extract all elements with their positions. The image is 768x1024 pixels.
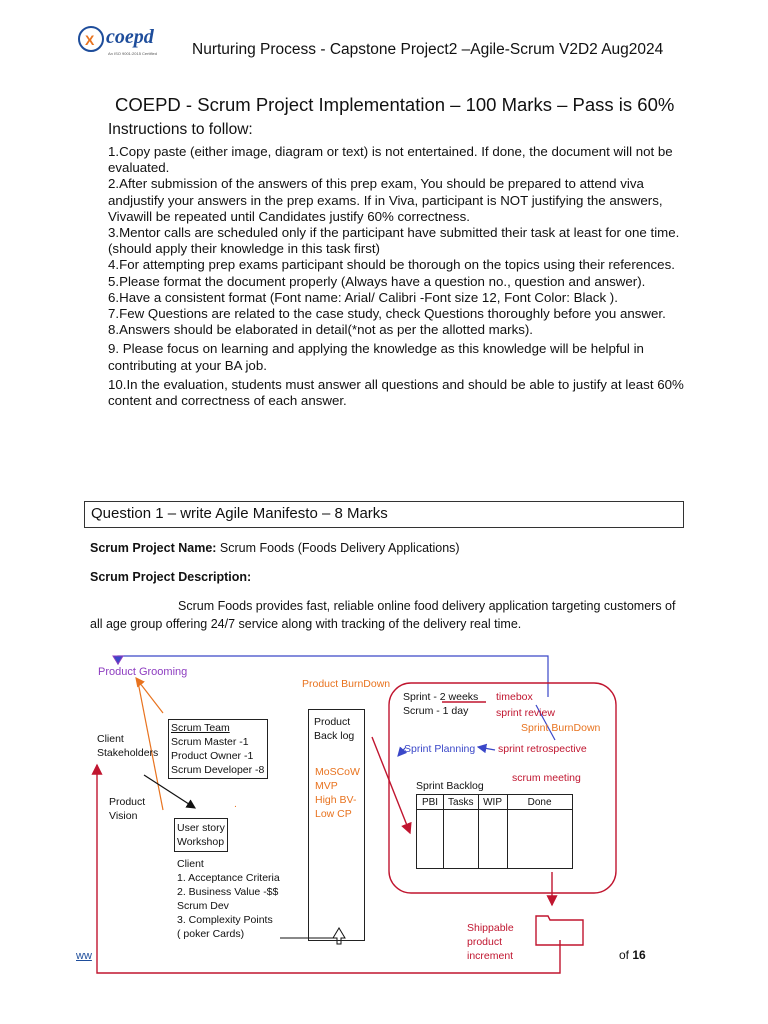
product-burndown-label: Product BurnDown	[302, 678, 391, 690]
logo-text: coepd	[106, 26, 154, 48]
sprint-review-label: sprint review	[496, 707, 555, 719]
table-cell	[507, 810, 572, 869]
prioritization-item: MVP	[315, 780, 338, 792]
shippable-label: Shippable	[467, 922, 514, 934]
table-cell	[478, 810, 507, 869]
product-backlog-box	[308, 709, 365, 941]
scrum-duration: Scrum - 1 day	[403, 705, 469, 717]
instructions-list	[108, 144, 698, 409]
page-count	[619, 948, 646, 962]
table-row	[417, 795, 573, 810]
prioritization-item: MoSCoW	[315, 766, 360, 778]
scrum-meeting-label: scrum meeting	[512, 772, 581, 784]
instruction-item: 7.Few Questions are related to the case study, check Questions thoroughly before you answer.	[108, 306, 666, 322]
product-backlog-label-2: Back log	[314, 730, 355, 742]
prioritization-item: Low CP	[315, 808, 352, 820]
product-vision-label-2: Vision	[109, 810, 138, 822]
client-list-item: 1. Acceptance Criteria	[177, 872, 280, 884]
table-cell	[417, 810, 444, 869]
scrum-team-member: Scrum Master -1	[171, 736, 249, 748]
question-1-text: Question 1 – write Agile Manifesto – 8 Marks	[91, 505, 388, 522]
project-description: Scrum Foods provides fast, reliable online food delivery application targeting customers of all age group offering 24/7 service along with tracking of the delivery real time.	[90, 599, 676, 631]
instructions-heading: Instructions to follow:	[108, 121, 253, 138]
client-list-item: Client	[177, 858, 204, 870]
logo-subtext: An ISO 9001:2015 Certified	[108, 51, 157, 56]
instruction-item: 1.Copy paste (either image, diagram or text) is not entertained. If done, the document will not be evaluated.	[108, 144, 673, 176]
sprint-retrospective-label: sprint retrospective	[498, 743, 587, 755]
table-header-cell: Tasks	[444, 795, 479, 810]
scrum-team-member: Scrum Developer -8	[171, 764, 265, 776]
table-header-cell: Done	[507, 795, 572, 810]
sprint-duration: Sprint - 2 weeks	[403, 691, 479, 703]
user-story-workshop-box	[174, 818, 228, 852]
project-name-label: Scrum Project Name:	[90, 541, 217, 555]
sprint-burndown-label: Sprint BurnDown	[521, 722, 601, 734]
workshop-label: Workshop	[177, 836, 225, 848]
client-label: Client	[97, 733, 124, 745]
sprint-backlog-table	[416, 794, 573, 869]
table-cell	[444, 810, 479, 869]
instruction-item: 9. Please focus on learning and applying the knowledge as this knowledge will be helpful in contributing at your BA job.	[108, 341, 644, 373]
header-title: Nurturing Process - Capstone Project2 –Agile-Scrum V2D2 Aug2024	[192, 41, 664, 58]
instruction-item: 8.Answers should be elaborated in detail(*not as per the allotted marks).	[108, 322, 534, 338]
instruction-item: (should apply their knowledge in this task first)	[108, 241, 380, 257]
prioritization-item: High BV-	[315, 794, 357, 806]
instruction-item: 2.After submission of the answers of this prep exam, You should be prepared to attend viva andjustify your answers in the prep exams. If in Viva, participant is NOT justifying the answers, Vivawill be repeated until Candidates justify 60% correctness.	[108, 176, 663, 224]
instruction-item: 4.For attempting prep exams participant should be thorough on the topics using their references.	[108, 257, 675, 273]
retrospective-arrow	[478, 747, 495, 750]
table-header-cell: WIP	[478, 795, 507, 810]
product-vision-label: Product	[109, 796, 146, 808]
question-1-box	[84, 501, 684, 528]
stakeholders-label: Stakeholders	[97, 747, 159, 759]
project-name-value: Scrum Foods (Foods Delivery Applications)	[216, 541, 460, 555]
vision-arrow	[144, 775, 195, 808]
table-row	[417, 810, 573, 869]
product-grooming-label: Product Grooming	[98, 666, 188, 678]
logo-emblem-icon: X	[78, 26, 104, 52]
product-label: product	[467, 936, 503, 948]
scrum-team-box	[168, 719, 268, 779]
table-header-cell: PBI	[417, 795, 444, 810]
client-list-item: Scrum Dev	[177, 900, 229, 912]
timebox-label: timebox	[496, 691, 533, 703]
document-title: COEPD - Scrum Project Implementation – 100 Marks – Pass is 60%	[115, 94, 675, 115]
scrum-team-title: Scrum Team	[171, 722, 230, 734]
page-count-total: 16	[632, 948, 646, 962]
coepd-logo	[78, 24, 188, 58]
page-count-prefix: of	[619, 948, 633, 962]
footer-link[interactable]: ww	[76, 950, 92, 962]
instruction-item: 10.In the evaluation, students must answer all questions and should be able to justify at least 60% content and correctness of each answer.	[108, 376, 684, 409]
sprint-planning-label: Sprint Planning	[404, 743, 476, 755]
client-list-item: ( poker Cards)	[177, 928, 245, 940]
client-list-item: 2. Business Value -$$	[177, 886, 279, 898]
instruction-item: 3.Mentor calls are scheduled only if the participant have submitted their task at least for one time.	[108, 225, 680, 241]
scrum-team-member: Product Owner -1	[171, 750, 254, 762]
user-story-label: User story	[177, 822, 225, 834]
instruction-item: 6.Have a consistent format (Font name: Arial/ Calibri -Font size 12, Font Color: Black ).	[108, 289, 618, 305]
increment-label: increment	[467, 950, 514, 962]
product-backlog-label: Product	[314, 716, 351, 728]
client-list-item: 3. Complexity Points	[177, 914, 273, 926]
instruction-item: 5.Please format the document properly (Always have a question no., question and answer).	[108, 273, 646, 289]
dot-mark: .	[234, 798, 237, 810]
project-name	[90, 541, 460, 555]
project-description-label: Scrum Project Description:	[90, 570, 252, 584]
sprint-backlog-label: Sprint Backlog	[416, 780, 484, 792]
